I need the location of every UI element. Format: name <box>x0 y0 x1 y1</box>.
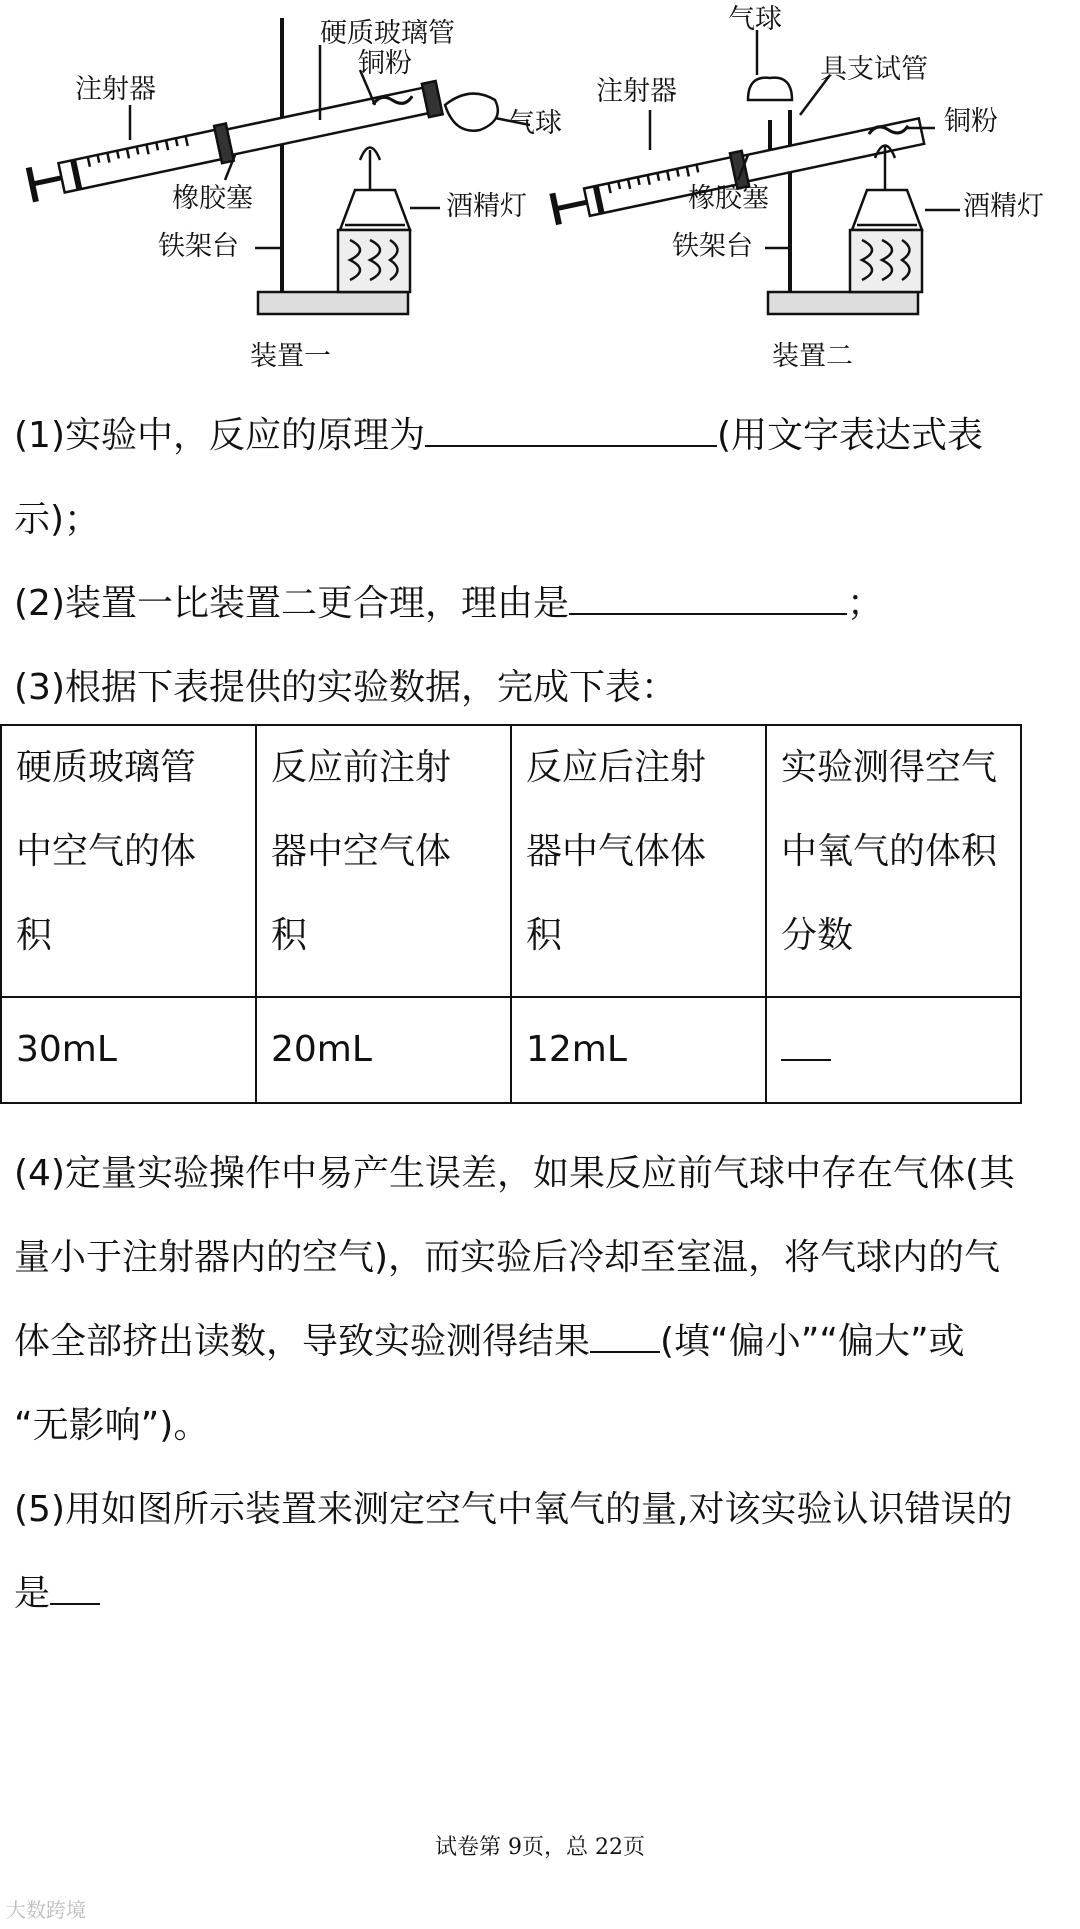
table-cell-syringe-before: 20mL <box>256 997 511 1103</box>
label-syringe-2: 注射器 <box>596 76 677 107</box>
table-row <box>1 997 1021 1103</box>
question-2-text-b: ； <box>847 583 884 624</box>
answer-blank-1[interactable] <box>425 411 717 447</box>
label-lamp-1: 酒精灯 <box>446 191 527 222</box>
question-1-line-2: 示)； <box>14 499 101 540</box>
table-header-cell: 硬质玻璃管 中空气的体 积 <box>1 725 256 997</box>
label-lamp-2: 酒精灯 <box>963 191 1044 222</box>
answer-blank-4[interactable] <box>590 1317 660 1353</box>
question-2 <box>14 562 1066 646</box>
watermark: 大数跨境 <box>6 1898 86 1922</box>
label-syringe-1: 注射器 <box>75 74 156 105</box>
label-stopper-2: 橡胶塞 <box>688 183 769 214</box>
caption-apparatus-2: 装置二 <box>772 341 853 372</box>
apparatus-one-drawing <box>28 18 530 314</box>
question-5-text: 是 <box>14 1573 51 1614</box>
answer-blank-3[interactable] <box>781 1025 831 1061</box>
label-stand-2: 铁架台 <box>672 231 753 262</box>
question-1-text-b: (用文字表达式表 <box>717 415 984 456</box>
question-4-line-2: 量小于注射器内的空气)，而实验后冷却至室温，将气球内的气 <box>14 1237 1001 1278</box>
question-3: (3)根据下表提供的实验数据，完成下表： <box>14 667 677 708</box>
question-4-line-1: (4)定量实验操作中易产生误差，如果反应前气球中存在气体(其 <box>14 1153 1016 1194</box>
table-cell-oxygen-fraction[interactable] <box>766 997 1021 1103</box>
question-2-text-a: (2)装置一比装置二更合理，理由是 <box>14 583 569 624</box>
table-header-row <box>1 725 1021 997</box>
table-header-cell: 反应后注射 器中气体体 积 <box>511 725 766 997</box>
label-balloon-2: 气球 <box>728 4 782 35</box>
answer-blank-5[interactable] <box>50 1569 100 1605</box>
page-footer: 试卷第 9页，总 22页 <box>435 1835 645 1860</box>
question-1-line-1 <box>14 394 1066 478</box>
table-header-cell: 反应前注射 器中空气体 积 <box>256 725 511 997</box>
question-4-text-b: (填“偏小”“偏大”或 <box>660 1321 965 1362</box>
table-header-cell: 实验测得空气 中氧气的体积 分数 <box>766 725 1021 997</box>
question-4-text-a: 体全部挤出读数，导致实验测得结果 <box>14 1321 591 1362</box>
apparatus-drawing <box>0 0 1080 380</box>
table-cell-tube-volume: 30mL <box>1 997 256 1103</box>
question-4-line-4: “无影响”)。 <box>14 1405 210 1446</box>
label-stand-1: 铁架台 <box>158 231 239 262</box>
label-copper-2: 铜粉 <box>944 106 998 137</box>
apparatus-figure <box>0 0 1080 380</box>
question-5-line-2 <box>14 1552 1066 1636</box>
question-4-line-3 <box>14 1300 1066 1384</box>
question-5-line-1: (5)用如图所示装置来测定空气中氧气的量,对该实验认识错误的 <box>14 1489 1013 1530</box>
answer-blank-2[interactable] <box>569 579 847 615</box>
caption-apparatus-1: 装置一 <box>250 341 331 372</box>
data-table <box>0 724 1022 1104</box>
label-copper-1: 铜粉 <box>358 48 412 79</box>
label-tube-2: 具支试管 <box>820 54 928 85</box>
label-tube-1: 硬质玻璃管 <box>320 18 455 49</box>
label-stopper-1: 橡胶塞 <box>172 183 253 214</box>
table-cell-syringe-after: 12mL <box>511 997 766 1103</box>
label-balloon-1: 气球 <box>508 108 562 139</box>
question-1-text-a: (1)实验中，反应的原理为 <box>14 415 425 456</box>
